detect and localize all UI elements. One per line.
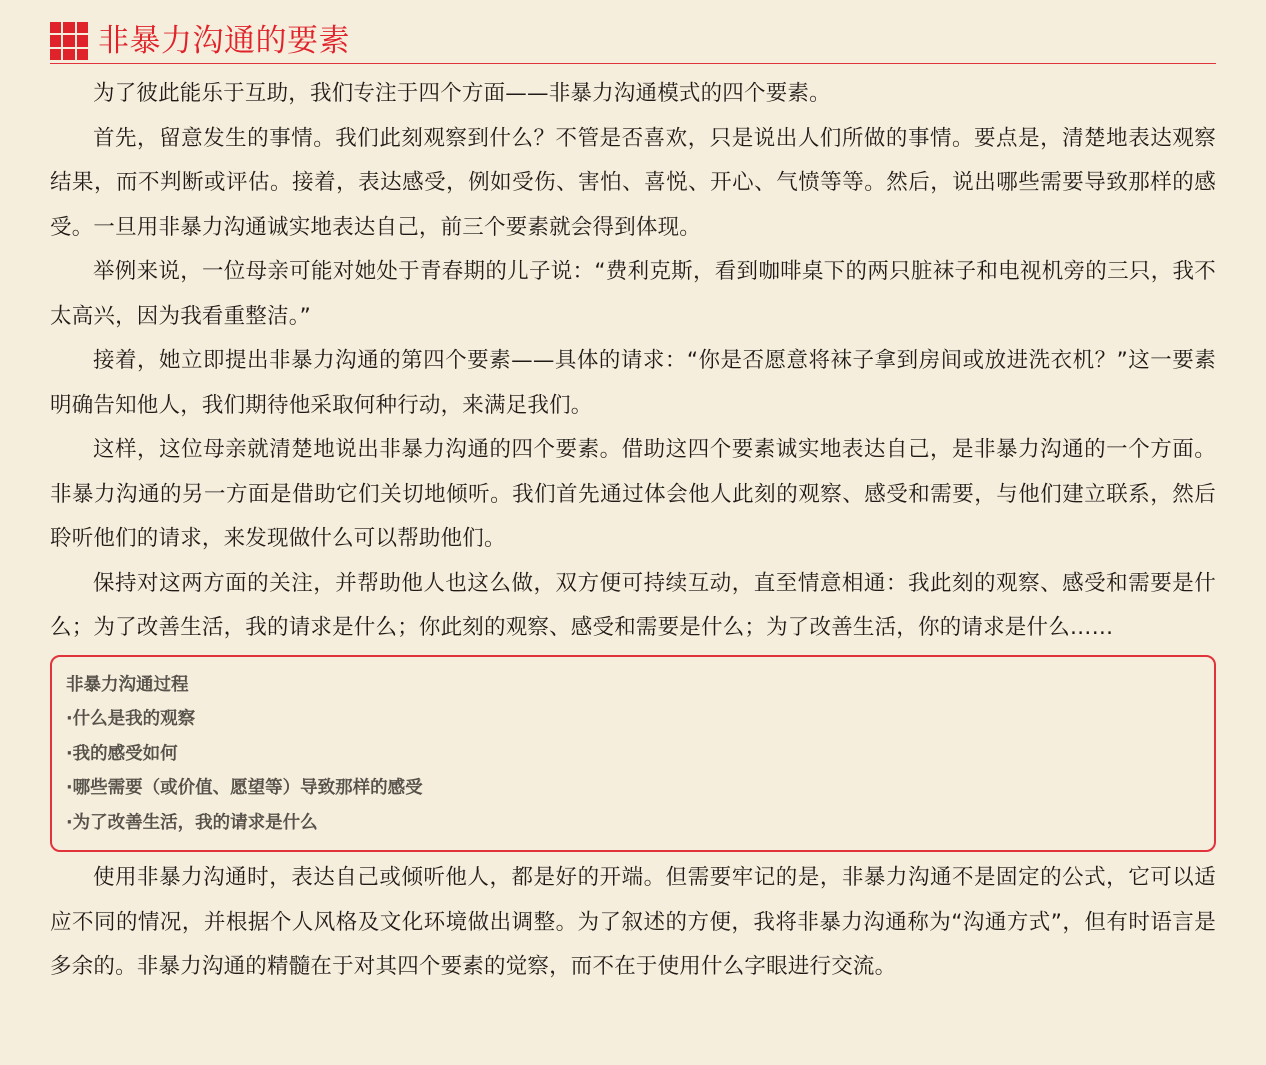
paragraph: 举例来说，一位母亲可能对她处于青春期的儿子说：“费利克斯，看到咖啡桌下的两只脏袜子和电视机旁的三只，我不太高兴，因为我看重整洁。” xyxy=(50,259,1216,329)
process-callout-box xyxy=(50,655,1216,853)
paragraph: 接着，她立即提出非暴力沟通的第四个要素——具体的请求：“你是否愿意将袜子拿到房间或放进洗衣机？”这一要素明确告知他人，我们期待他采取何种行动，来满足我们。 xyxy=(50,348,1216,418)
callout-item: ·哪些需要（或价值、愿望等）导致那样的感受 xyxy=(66,778,423,798)
section-header xyxy=(50,22,1216,64)
paragraph: 使用非暴力沟通时，表达自己或倾听他人，都是好的开端。但需要牢记的是，非暴力沟通不是固定的公式，它可以适应不同的情况，并根据个人风格及文化环境做出调整。为了叙述的方便，我将非暴力沟通称为“沟通方式”，但有时语言是多余的。非暴力沟通的精髓在于对其四个要素的觉察，而不在于使用什么字眼进行交流。 xyxy=(50,865,1216,979)
callout-item: ·为了改善生活，我的请求是什么 xyxy=(66,812,318,833)
callout-item: ·我的感受如何 xyxy=(66,743,178,764)
red-grid-icon xyxy=(50,22,88,60)
body-text xyxy=(50,72,1216,990)
document-page xyxy=(50,22,1216,990)
paragraph: 首先，留意发生的事情。我们此刻观察到什么？不管是否喜欢，只是说出人们所做的事情。要点是，清楚地表达观察结果，而不判断或评估。接着，表达感受，例如受伤、害怕、喜悦、开心、气愤等等。然后，说出哪些需要导致那样的感受。一旦用非暴力沟通诚实地表达自己，前三个要素就会得到体现。 xyxy=(50,125,1216,240)
callout-title: 非暴力沟通过程 xyxy=(66,674,189,695)
callout-item: ·什么是我的观察 xyxy=(66,709,196,729)
paragraph: 这样，这位母亲就清楚地说出非暴力沟通的四个要素。借助这四个要素诚实地表达自己，是非暴力沟通的一个方面。非暴力沟通的另一方面是借助它们关切地倾听。我们首先通过体会他人此刻的观察、感受和需要，与他们建立联系，然后聆听他们的请求，来发现做什么可以帮助他们。 xyxy=(50,437,1216,551)
section-title: 非暴力沟通的要素 xyxy=(98,23,350,59)
paragraph: 保持对这两方面的关注，并帮助他人也这么做，双方便可持续互动，直至情意相通：我此刻的观察、感受和需要是什么；为了改善生活，我的请求是什么；你此刻的观察、感受和需要是什么；为了改善生活，你的请求是什么…… xyxy=(50,570,1216,640)
paragraph: 为了彼此能乐于互助，我们专注于四个方面——非暴力沟通模式的四个要素。 xyxy=(93,81,831,106)
